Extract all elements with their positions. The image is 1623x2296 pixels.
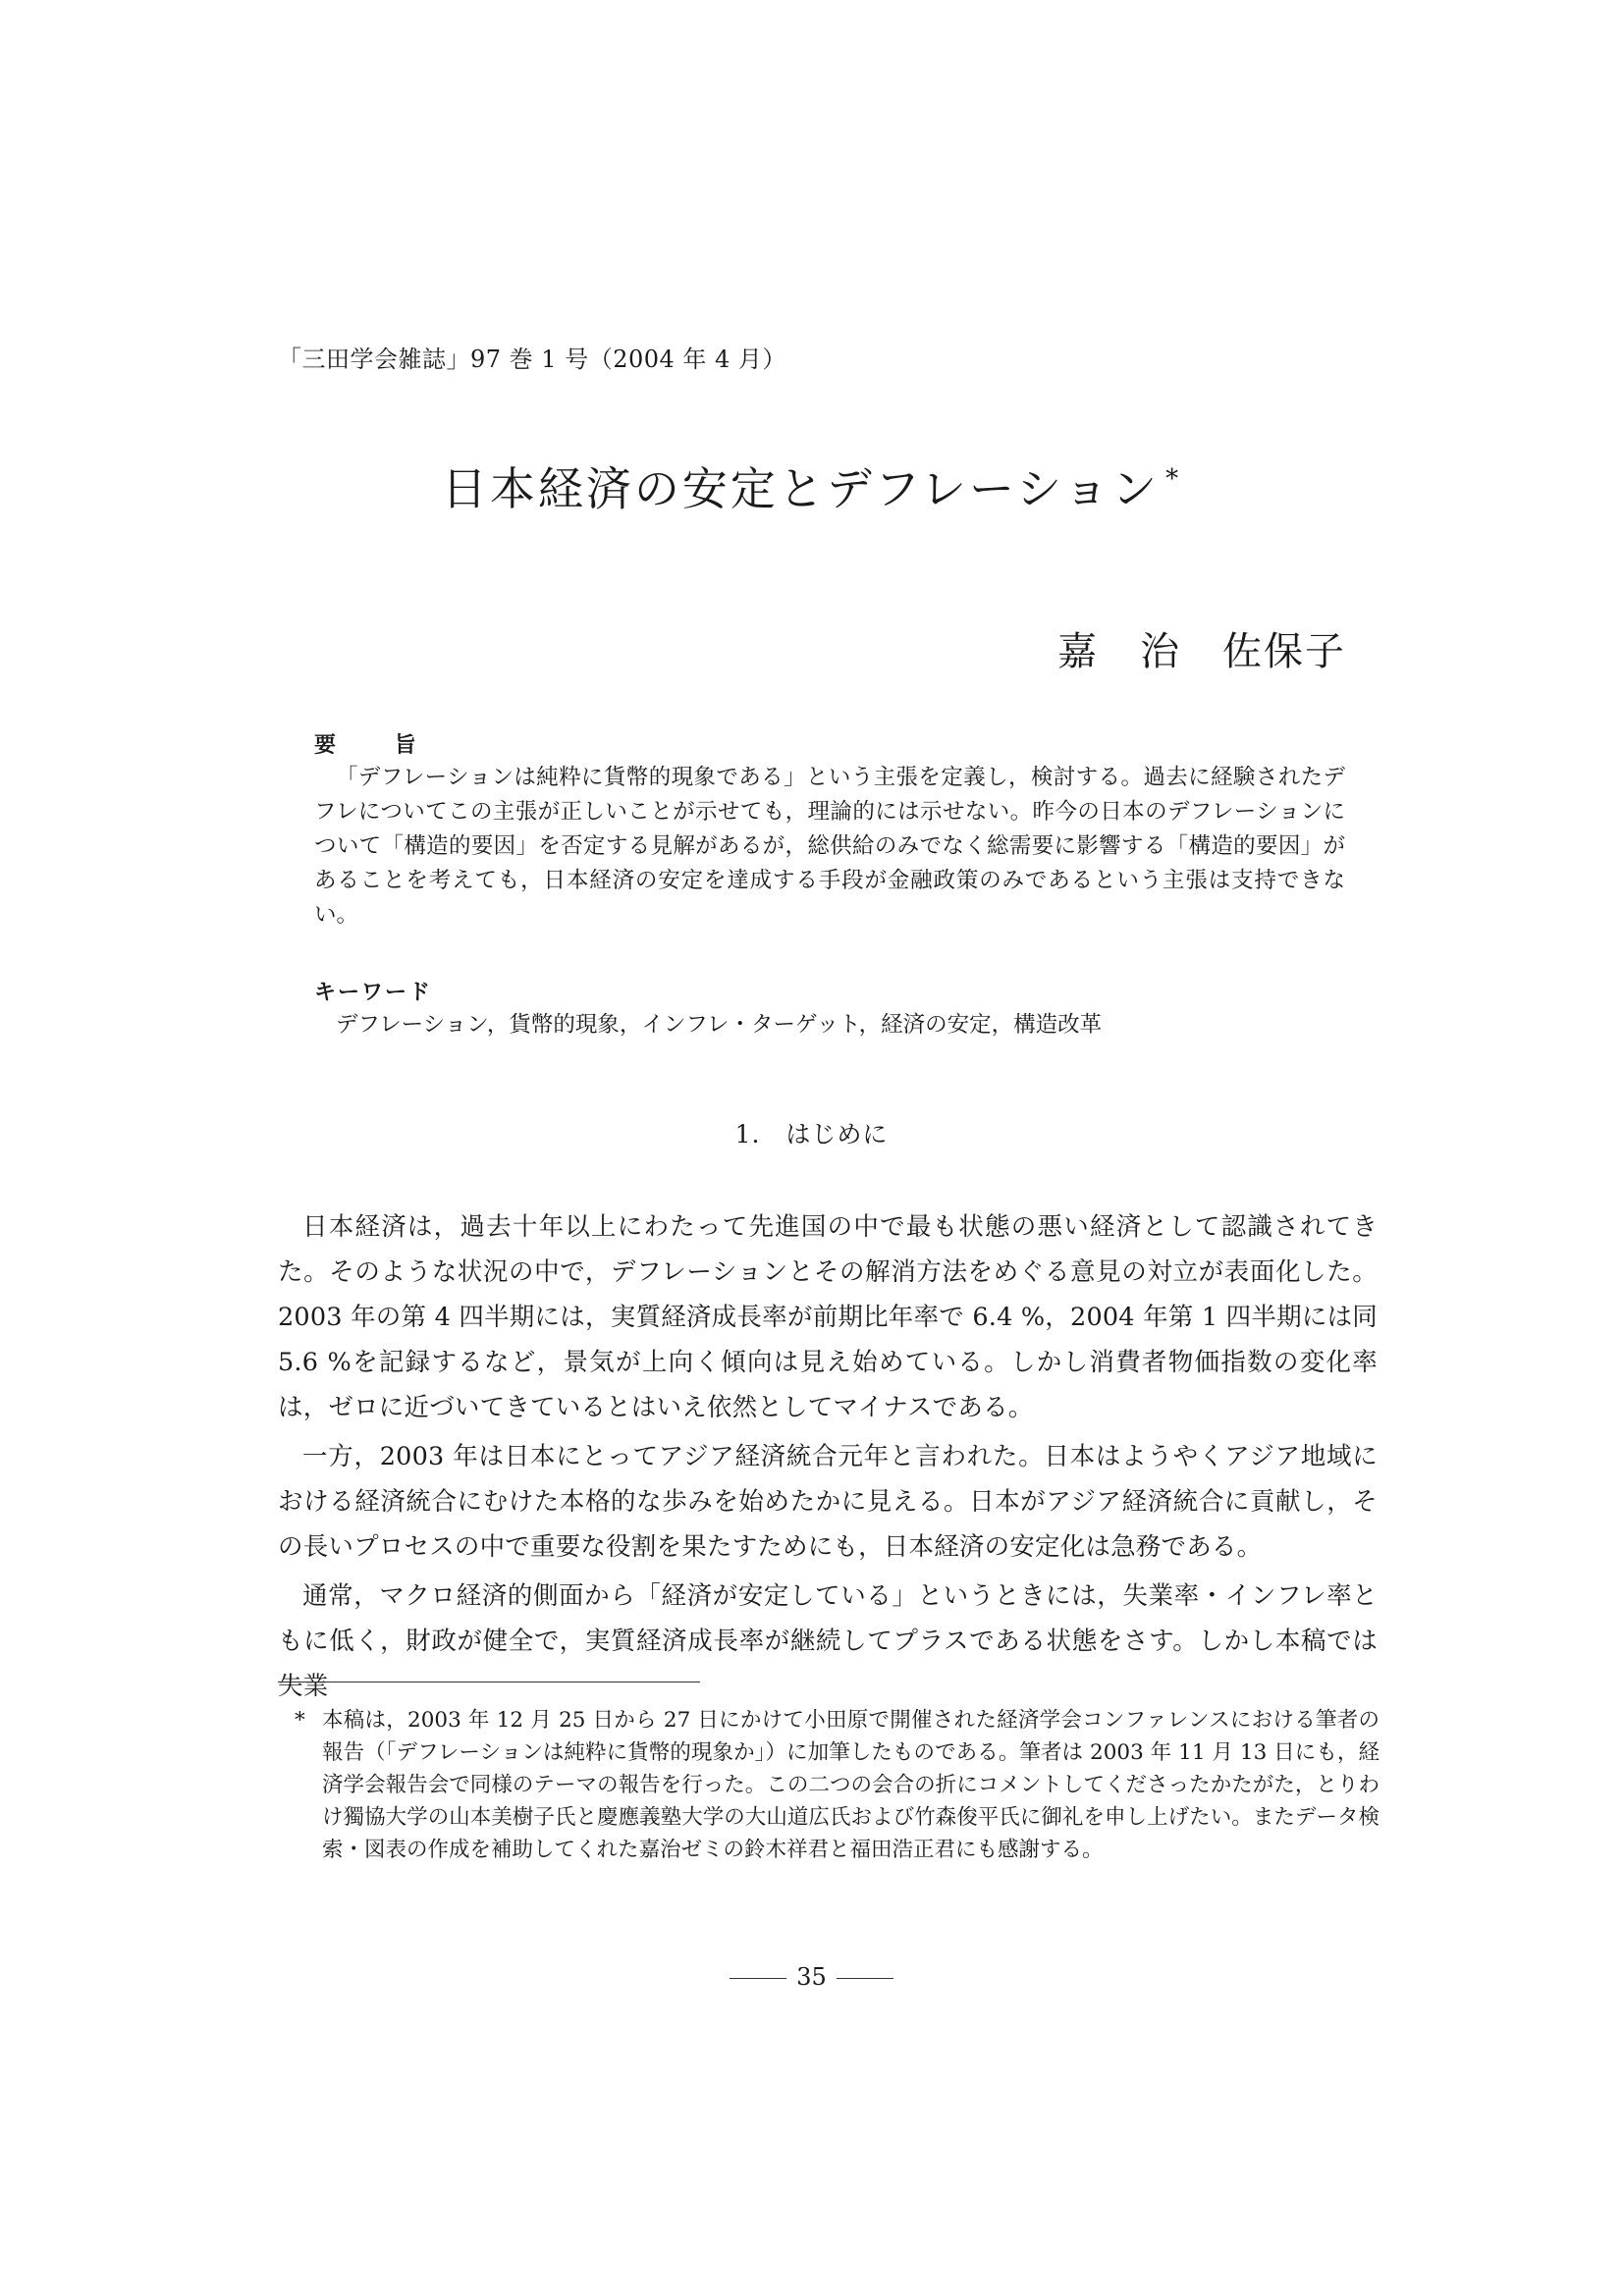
title-text: 日本経済の安定とデフレーション	[441, 462, 1161, 515]
journal-header: 「三田学会雑誌」97 巻 1 号（2004 年 4 月）	[278, 346, 786, 373]
body-paragraph: 一方，2003 年は日本にとってアジア経済統合元年と言われた。日本はようやくアジア地域における経済統合にむけた本格的な歩みを始めたかに見える。日本がアジア経済統合に貢献し，その長いプロセスの中で重要な役割を果たすためにも，日本経済の安定化は急務である。	[278, 1442, 1378, 1562]
page-number-value: 35	[796, 1963, 827, 1991]
page-number	[0, 1963, 1623, 1991]
keywords-text: デフレーション，貨幣的現象，インフレ・ターゲット，経済の安定，構造改革	[336, 1012, 1103, 1038]
abstract-heading: 要 旨	[314, 733, 418, 758]
body-paragraph: 日本経済は，過去十年以上にわたって先進国の中で最も状態の悪い経済として認識されてきた。そのような状況の中で，デフレーションとその解消方法をめぐる意見の対立が表面化した。2003 年の第 4 四半期には，実質経済成長率が前期比年率で 6.4 %，2004 年第 1 四半期には同 5.6 %を記録するなど，景気が上向く傾向は見え始めている。しかし消費者物価指数の変化率は，ゼロに近づいてきているとはいえ依然としてマイナスである。	[278, 1212, 1378, 1422]
abstract-text: 「デフレーションは純粋に貨幣的現象である」という主張を定義し，検討する。過去に経験されたデフレについてこの主張が正しいことが示せても，理論的には示せない。昨今の日本のデフレーションについて「構造的要因」を否定する見解があるが，総供給のみでなく総需要に影響する「構造的要因」があることを考えても，日本経済の安定を達成する手段が金融政策のみであるという主張は支持できない。	[314, 765, 1345, 928]
section-heading: 1. はじめに	[734, 1120, 889, 1148]
paper-title	[0, 454, 1623, 518]
body-text	[278, 1204, 1378, 1713]
page-number-left-dash	[730, 1978, 786, 1979]
footnote-mark: *	[295, 1708, 305, 1733]
footnote	[295, 1704, 1380, 1866]
footnote-text: 本稿は，2003 年 12 月 25 日から 27 日にかけて小田原で開催された経済学会コンファレンスにおける筆者の報告（「デフレーションは純粋に貨幣的現象か」）に加筆したものである。筆者は 2003 年 11 月 13 日にも，経済学会報告会で同様のテーマの報告を行った。この二つの会合の折にコメントしてくださったかたがた，とりわけ獨協大学の山本美樹子氏と慶應義塾大学の大山道広氏および竹森俊平氏に御礼を申し上げたい。またデータ検索・図表の作成を補助してくれた嘉治ゼミの鈴木祥君と福田浩正君にも感謝する。	[322, 1708, 1380, 1862]
body-paragraph: 通常，マクロ経済的側面から「経済が安定している」というときには，失業率・インフレ率ともに低く，財政が健全で，実質経済成長率が継続してプラスである状態をさす。しかし本稿では失業	[278, 1581, 1378, 1701]
abstract-section	[314, 728, 1345, 933]
page-number-right-dash	[837, 1978, 893, 1979]
author-name: 嘉 治 佐保子	[1057, 629, 1346, 674]
title-footnote-mark: *	[1165, 464, 1182, 494]
keywords-heading: キーワード	[314, 981, 433, 1005]
keywords-section	[314, 976, 1345, 1042]
